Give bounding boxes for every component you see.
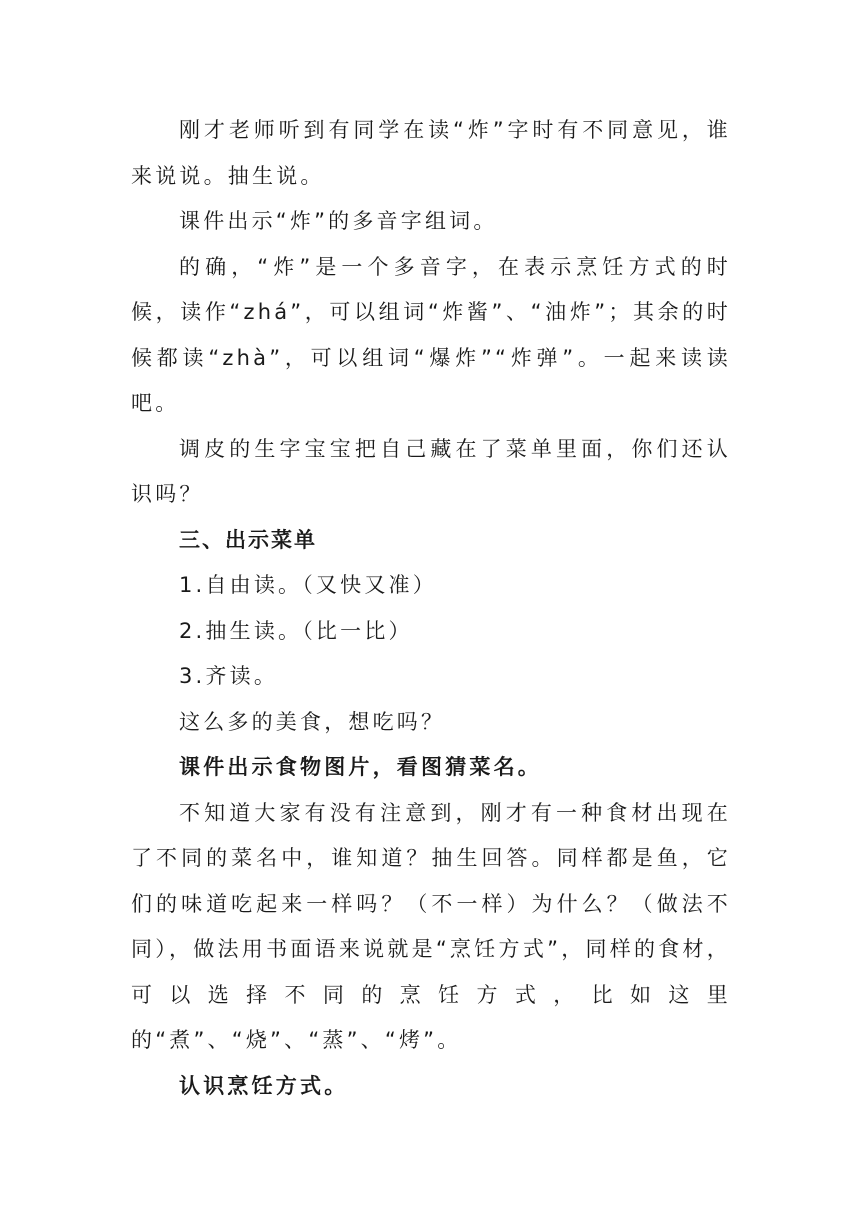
paragraph-learn-cooking: 认识烹饪方式。 bbox=[179, 1073, 349, 1098]
paragraph-food-pictures: 课件出示食物图片，看图猜菜名。 bbox=[179, 755, 542, 779]
paragraph-polyphonic-explanation: 的确，“炸”是一个多音字，在表示烹饪方式的时候，读作“zhá”，可以组词“炸酱”、“油炸”；其余的时候都读“zhà”，可以组词“爆炸”“炸弹”。一起来读读吧。 bbox=[131, 254, 731, 415]
document-body bbox=[131, 108, 731, 1109]
list-item-free-reading: 1.自由读。（又快又准） bbox=[179, 573, 437, 597]
paragraph-courseware-zha: 课件出示“炸”的多音字组词。 bbox=[179, 209, 498, 233]
list-item-student-reading: 2.抽生读。（比一比） bbox=[179, 618, 413, 643]
paragraph-menu-intro: 调皮的生字宝宝把自己藏在了菜单里面，你们还认识吗？ bbox=[131, 436, 731, 506]
paragraph-food-question: 这么多的美食，想吃吗？ bbox=[179, 709, 446, 734]
section-heading-menu: 三、出示菜单 bbox=[179, 527, 317, 552]
paragraph-cooking-methods: 不知道大家有没有注意到，刚才有一种食材出现在了不同的菜名中，谁知道？抽生回答。同样都是鱼，它们的味道吃起来一样吗？（不一样）为什么？（做法不同），做法用书面语来说就是“烹饪方式”，同样的食材，可以选择不同的烹饪方式，比如这里的“煮”、“烧”、“蒸”、“烤”。 bbox=[131, 800, 731, 1052]
list-item-group-reading: 3.齐读。 bbox=[179, 664, 279, 688]
paragraph-zha-question: 刚才老师听到有同学在读“炸”字时有不同意见，谁来说说。抽生说。 bbox=[131, 118, 731, 188]
